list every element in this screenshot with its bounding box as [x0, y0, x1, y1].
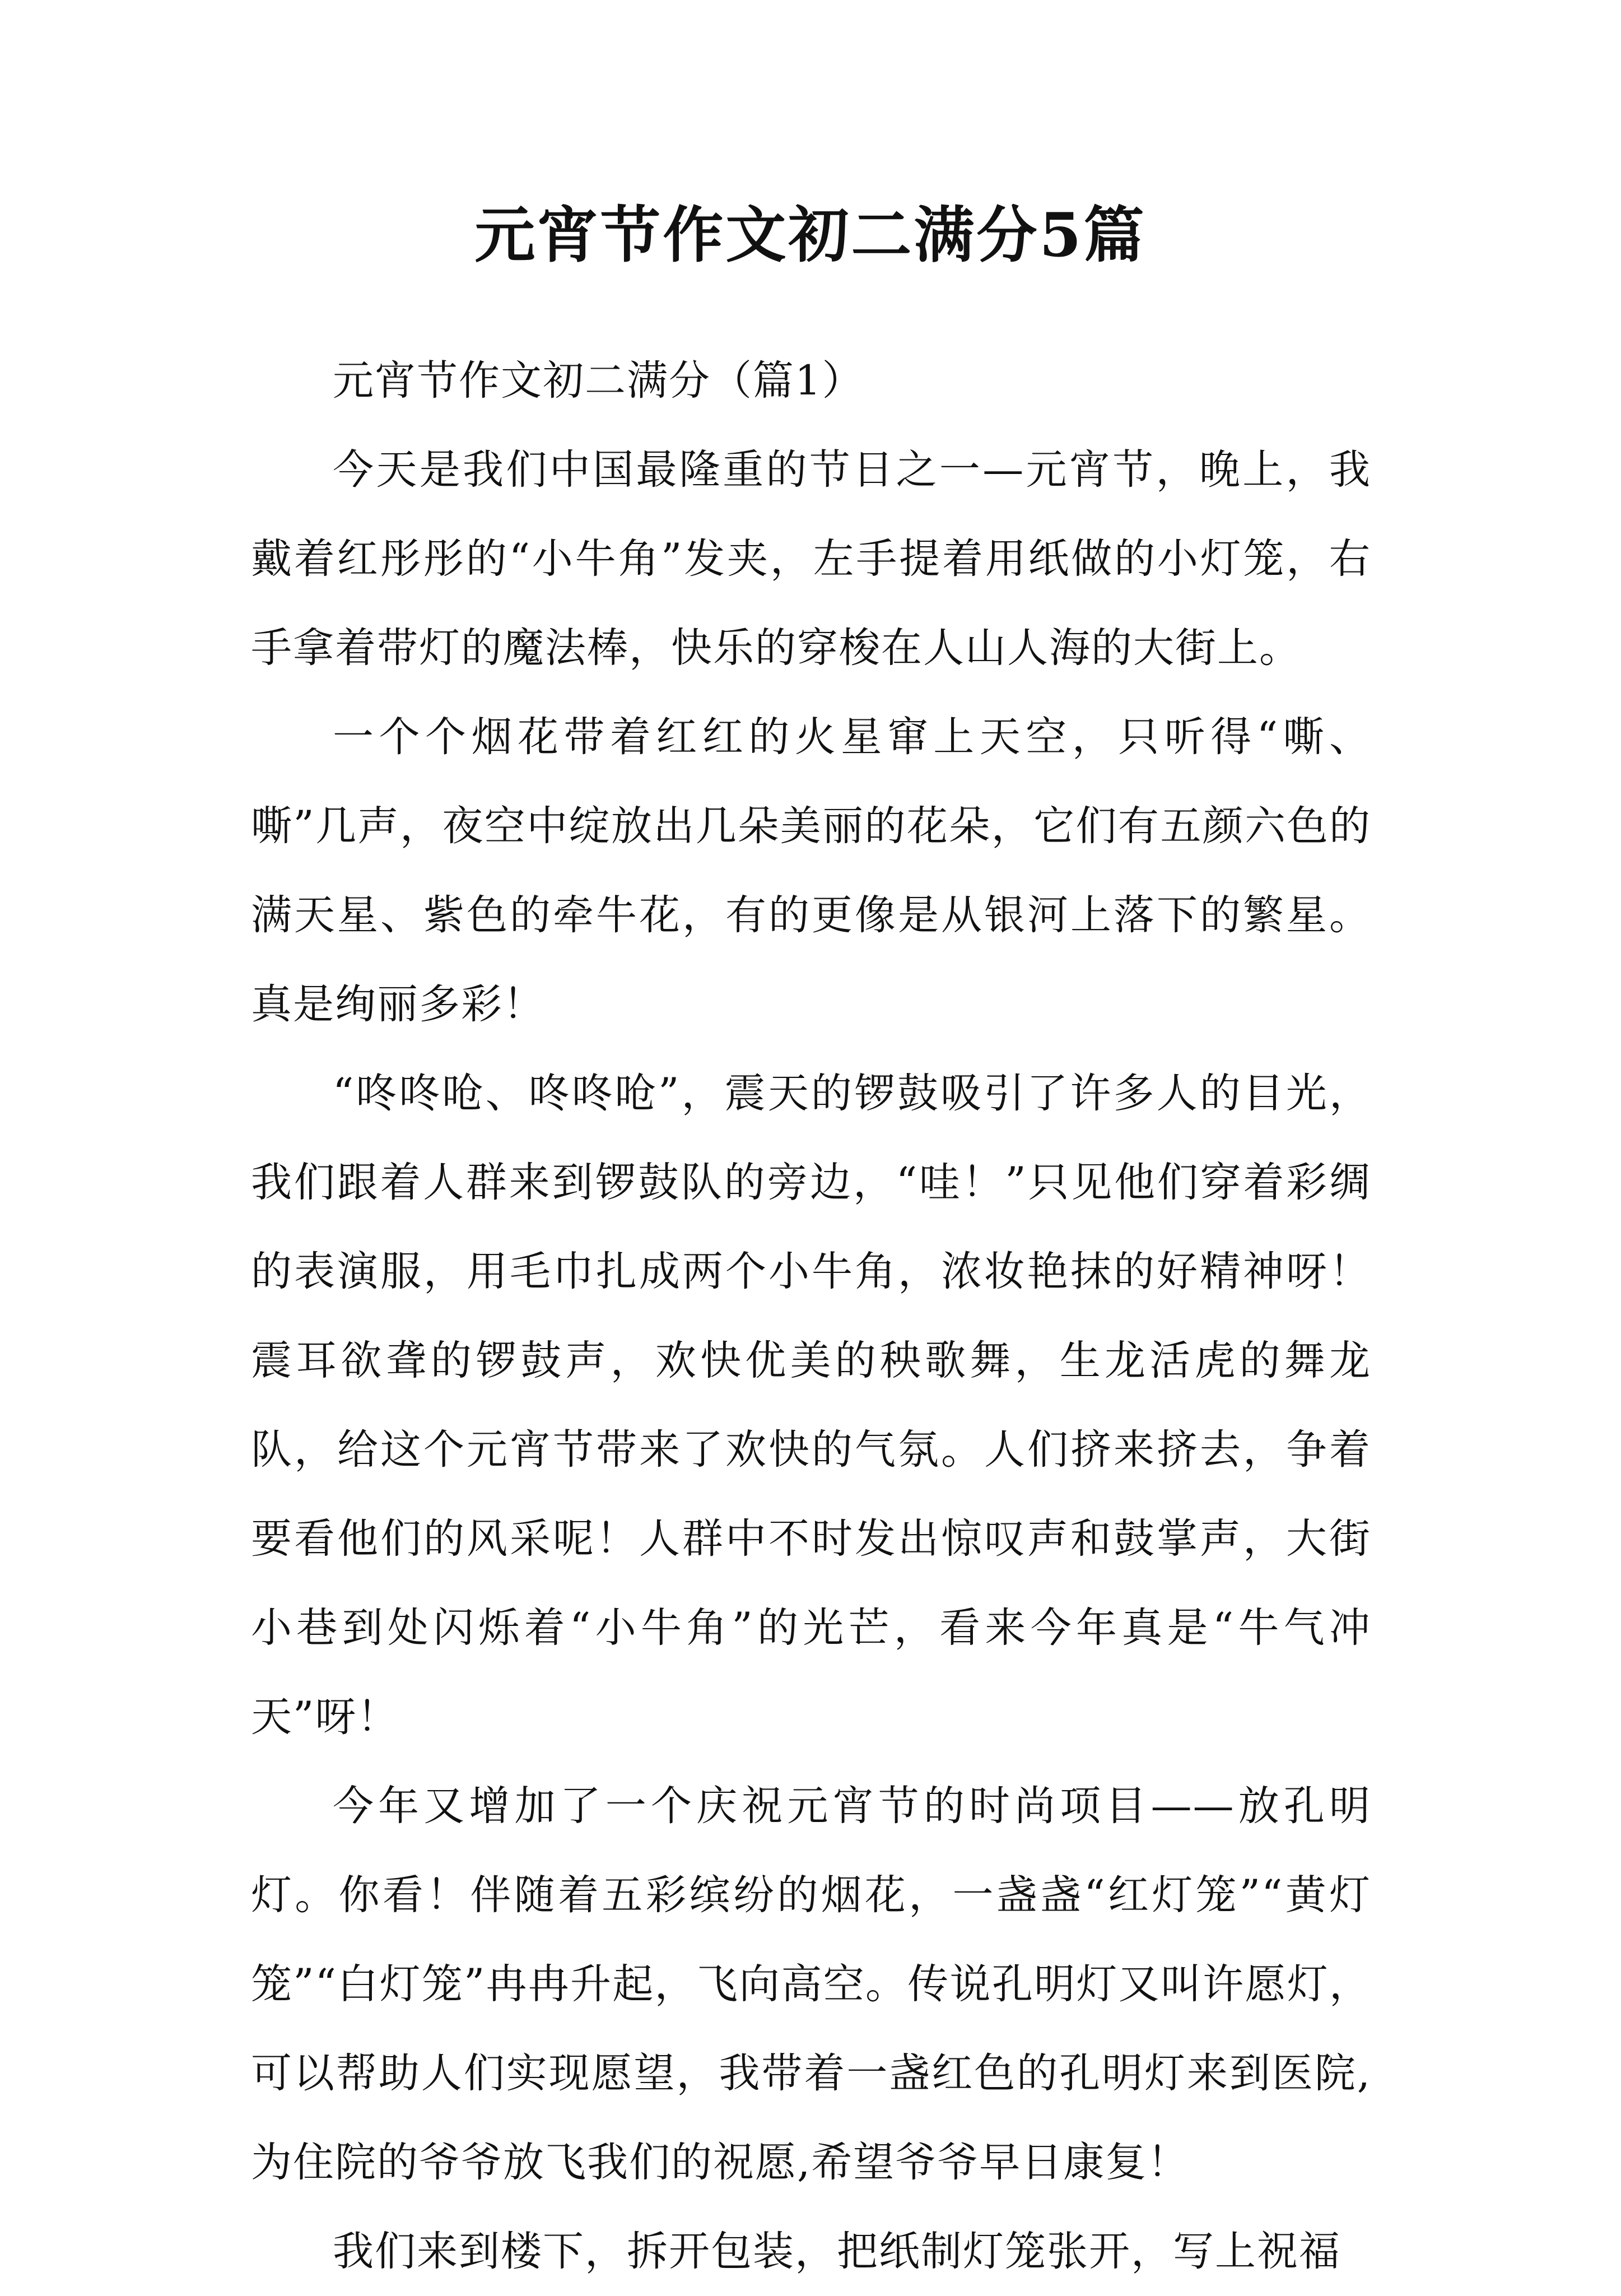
paragraph: 今年又增加了一个庆祝元宵节的时尚项目——放孔明灯。你看！伴随着五彩缤纷的烟花，一盏盏“红灯笼”“黄灯笼”“白灯笼”冉冉升起，飞向高空。传说孔明灯又叫许愿灯，可以帮助人们实现愿望，我带着一盏红色的孔明灯来到医院,为住院的爷爷放飞我们的祝愿,希望爷爷早日康复！: [251, 1782, 1371, 2186]
section-heading: 元宵节作文初二满分（篇1）: [333, 357, 864, 405]
paragraph: 我们来到楼下，拆开包装，把纸制灯笼张开，写上祝福: [333, 2228, 1341, 2275]
paragraph: 今天是我们中国最隆重的节日之一—元宵节，晚上，我戴着红彤彤的“小牛角”发夹，左手提着用纸做的小灯笼，右手拿着带灯的魔法棒，快乐的穿梭在人山人海的大街上。: [251, 446, 1371, 672]
document-body: [251, 336, 1371, 2296]
paragraph: “咚咚呛、咚咚呛”，震天的锣鼓吸引了许多人的目光，我们跟着人群来到锣鼓队的旁边，“哇！”只见他们穿着彩绸的表演服，用毛巾扎成两个小牛角，浓妆艳抹的好精神呀！震耳欲聋的锣鼓声，欢快优美的秧歌舞，生龙活虎的舞龙队，给这个元宵节带来了欢快的气氛。人们挤来挤去，争着要看他们的风采呢！人群中不时发出惊叹声和鼓掌声，大街小巷到处闪烁着“小牛角”的光芒，看来今年真是“牛气冲天”呀！: [251, 1070, 1371, 1741]
paragraph: 一个个烟花带着红红的火星窜上天空，只听得“嘶、嘶”几声，夜空中绽放出几朵美丽的花朵，它们有五颜六色的满天星、紫色的牵牛花，有的更像是从银河上落下的繁星。真是绚丽多彩！: [251, 713, 1371, 1028]
document-title: 元宵节作文初二满分5篇: [474, 200, 1147, 271]
